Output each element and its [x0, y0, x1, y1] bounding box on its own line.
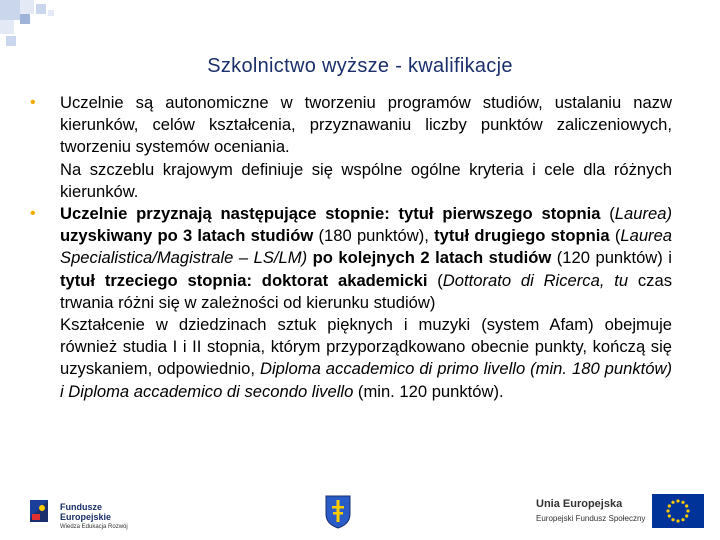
- bullet-subtext: [60, 314, 672, 403]
- eu-flag-icon: [652, 494, 704, 528]
- text-run: Laurea): [614, 204, 672, 224]
- bullet-text: Uczelnie są autonomiczne w tworzeniu programów studiów, ustalaniu nazw kierunków, celów kształcenia, przyznawaniu liczby punktów zaliczeniowych, tworzeniu systemów oceniania.: [60, 93, 672, 157]
- text-run: Laurea Specialistica/Magistrale – LS/LM): [60, 226, 673, 268]
- page-title: Szkolnictwo wyższe - kwalifikacje: [207, 55, 513, 77]
- text-run: czas trwania różni się w zależności od kierunku studiów): [60, 270, 672, 312]
- fe-star-icon: [28, 496, 52, 524]
- bullet-dot-icon: •: [30, 94, 36, 111]
- fundusze-europejskie-logo: [28, 492, 148, 536]
- coat-of-arms-icon: [324, 494, 352, 530]
- text-run: (: [427, 270, 443, 290]
- fe-text-line3: Wiedza Edukacja Rozwój: [60, 524, 128, 530]
- text-run: po kolejnych 2 latach studiów: [307, 248, 552, 268]
- text-run: uzyskiwany po 3 latach studiów: [60, 226, 314, 246]
- text-run: Uczelnie przyznają następujące stopnie: tytuł pierwszego stopnia: [60, 204, 601, 224]
- text-run: Kształcenie w dziedzinach sztuk pięknych i muzyki (system Afam) obejmuje również studia I i II stopnia, którym przyporządkowano obecnie punkty, kończą się uzyskaniem, odpowiednio,: [60, 315, 672, 379]
- footer-logos: [0, 486, 720, 540]
- text-run: (180 punktów),: [313, 226, 435, 246]
- eu-text-line1: Unia Europejska: [536, 498, 623, 510]
- bullet-item: [30, 203, 673, 403]
- slide-content: [30, 92, 673, 403]
- bullet-text: [60, 203, 672, 314]
- eu-logo: [536, 492, 706, 532]
- text-run: tytuł trzeciego stopnia: doktorat akademicki: [60, 270, 428, 290]
- text-run: (120 punktów) i: [551, 248, 672, 268]
- text-run: (: [600, 204, 615, 224]
- text-run: tytuł drugiego stopnia: [434, 226, 610, 246]
- text-run: Diploma accademico di primo livello (min. 180 punktów) i Diploma accademico di secondo livello: [60, 359, 672, 401]
- bullet-subtext: Na szczeblu krajowym definiuje się wspólne ogólne kryteria i cele dla różnych kierunków.: [60, 159, 672, 201]
- fe-text-line2: Europejskie: [60, 512, 112, 522]
- bullet-item: [30, 92, 672, 203]
- eu-text-line2: Europejski Fundusz Społeczny: [536, 514, 646, 523]
- fe-text-line1: Fundusze: [60, 502, 102, 512]
- corner-decoration: [0, 0, 60, 50]
- bullet-dot-icon: •: [30, 205, 36, 223]
- text-run: Dottorato di Ricerca, tu: [442, 270, 629, 290]
- text-run: (: [609, 226, 621, 246]
- text-run: (min. 120 punktów).: [353, 381, 504, 401]
